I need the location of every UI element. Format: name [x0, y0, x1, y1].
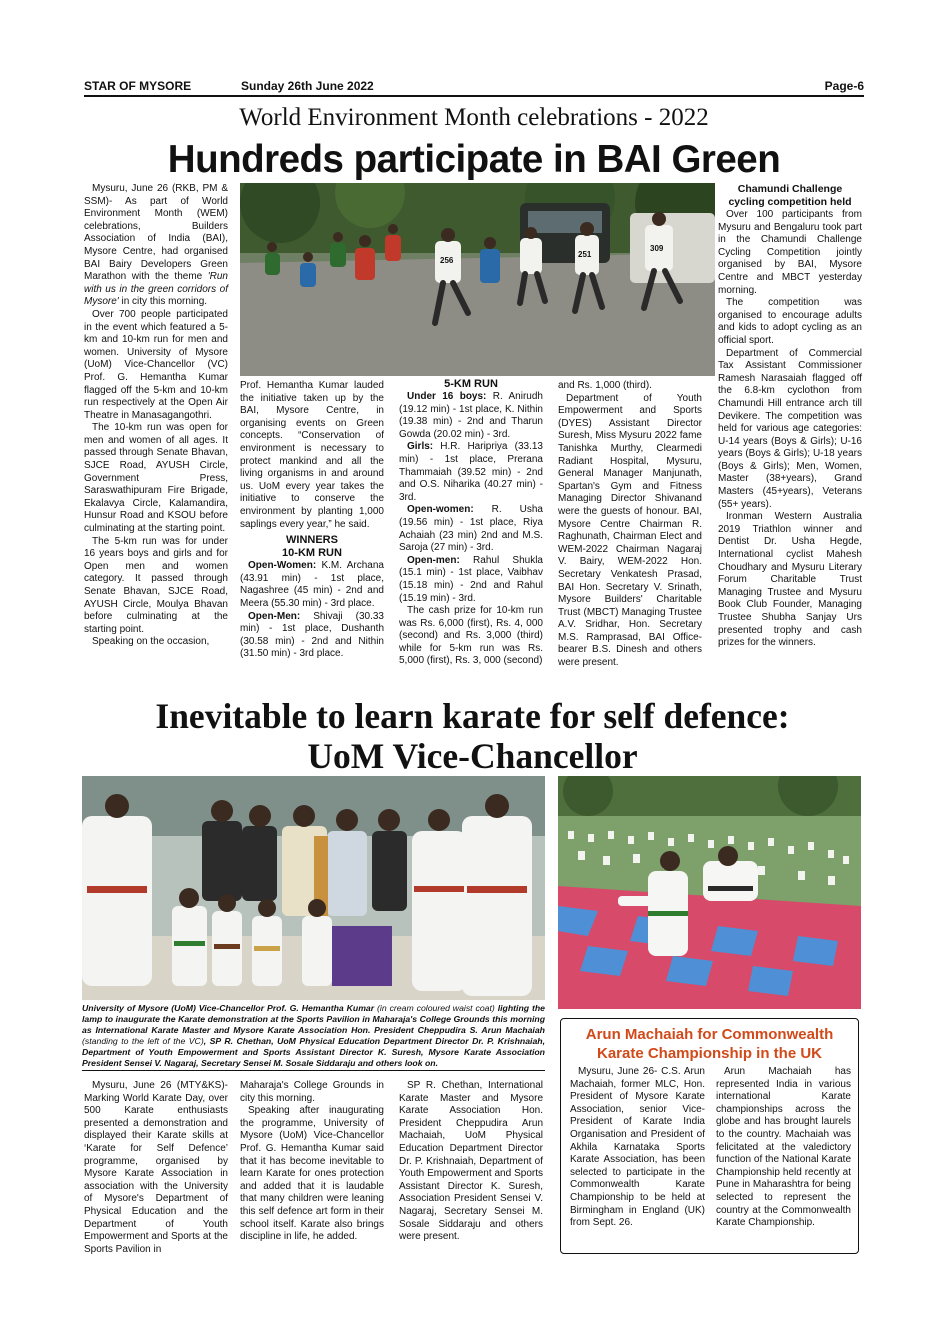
box-para: Arun Machaiah has represented India in various international Karate championships across the globe and has brought laurels to the country. Machaiah was felicitated at the valedictory function of the National Karate Championship held recently at Pune in Maharashtra for being selected to represent the country at the Commonwealth Karate Championship. — [716, 1066, 851, 1229]
story1-para: Over 700 people participated in the event which featured a 5-km and 10-km run for men and women. University of Mysore (UoM) Vice-Chancellor (VC) Prof. G. Hemantha Kumar flagged off the 5-km and 10-km run respectively at the Open Air Theatre in Manasagangothri. — [84, 308, 228, 421]
prize-info: The cash prize for 10-km run was Rs. 6,000 (first), Rs. 4, 000 (second) and Rs. 3,000 (third) while for 5-km run was Rs. 5,000 (first), Rs. 3, 000 (second) — [399, 605, 543, 667]
winners-heading: WINNERS — [286, 534, 338, 547]
result-label: Open-Women: — [248, 560, 317, 572]
caption-part: (standing to the left of the VC) — [82, 1036, 204, 1046]
caption-part: lighting the lamp to inaugurate the Karate demonstration at the Sports Pavilion in Maharaja's College Grounds this morning as International Karate Master and Mysore Karate Association Hon. President Cheppudira S. Arun Machaiah — [82, 1003, 545, 1035]
caption-part: (in cream coloured waist coat) — [377, 1003, 495, 1013]
result-text: R. Usha (19.56 min) - 1st place, Riya Achaiah (23 min) 2nd and M.S. Saroja (27 min) - 3rd. — [399, 504, 543, 554]
story1-column-2 — [240, 380, 384, 661]
story1-theme: 'Run with us in the green corridors of Mysore' — [84, 271, 228, 308]
sidebar-title: cycling competition held — [728, 196, 852, 208]
result-text: Rahul Shukla (15.1 min) - 1st place, Vaibhav (15.18 min) - 2nd and Rahul (15.19 min) - 3rd. — [399, 554, 543, 604]
result-text: H.R. Haripriya (33.13 min) - 1st place, Prerana Thammaiah (39.52 min) - 2nd and O.S. Niharika (40.27 min) - 3rd. — [399, 441, 543, 503]
story2-column-1 — [84, 1080, 228, 1256]
commonwealth-box — [560, 1018, 859, 1254]
story2-para: SP R. Chethan, International Karate Master and Mysore Karate Association Hon. President Cheppudira Arun Machaiah, UoM Physical Education Department Director Dr. P. Krishnaiah, Department of Youth Empowerment and Sports Assistant Director K. Suresh, Association President Sensei V. Nagaraj, Secretary Sensei M. Sosale Siddaraju and others were present. — [399, 1080, 543, 1243]
issue-date: Sunday 26th June 2022 — [241, 79, 374, 93]
paper-name: STAR OF MYSORE — [84, 79, 192, 93]
story2-column-2 — [240, 1080, 384, 1244]
story1-para: and Rs. 1,000 (third). — [558, 380, 652, 391]
sidebar-para: Department of Commercial Tax Assistant Commissioner Ramesh Narasaiah flagged off the 6.8-km cyclothon from Chamundi Hill entrance arch till Devikere. The competition was held for various age categories: U-14 years (Boys & Girls); U-16 years (Boys & Girls); U-18 years (Boys & Girls); Men, Women, Master (38+years), Grand Masters (45+years), Veterans (55+ years). — [718, 347, 862, 510]
sidebar-title: Chamundi Challenge — [737, 183, 843, 195]
story1-para: The 5-km run was for under 16 years boys and girls and for Open men and women category. It passed through Senate Bhavan, SJCE Road, AYUSH Circle, Moulya Bhavan before culminating at the starting point. — [84, 535, 228, 635]
result-label: Open-women: — [407, 504, 474, 516]
caption-part: University of Mysore (UoM) Vice-Chancellor Prof. G. Hemantha Kumar — [82, 1003, 378, 1013]
bib-number: 251 — [578, 250, 592, 259]
story1-vc-quote: Prof. Hemantha Kumar lauded the initiative taken up by the BAI, Mysore Centre, in organising events on Green concepts. “Conservation of environment is necessary to protect mankind and all the living organisms in and around us. UoM every year takes the initiative to conserve the environment by planting 1,000 saplings every year,” he said. — [240, 380, 384, 530]
page-number: Page-6 — [824, 79, 864, 93]
sidebar-para: The competition was organised to encourage adults and kids to adopt cycling as an official sport. — [718, 297, 862, 346]
bib-number: 256 — [440, 256, 454, 265]
box-para: Mysuru, June 26- C.S. Arun Machaiah, former MLC, Hon. President of Mysore Karate Association, senior Vice-President of Karate India Organisation and President of Akhila Karnataka Sports Karate Association, has been selected to participate in the Commonwealth Karate Championship to be held at Birmingham in England (UK) from Sept. 26. — [570, 1066, 705, 1229]
result-label: Open-men: — [407, 554, 460, 566]
story2-para: Maharaja's College Grounds in city this morning. — [240, 1080, 384, 1104]
masthead — [84, 77, 864, 97]
story1-lede: Mysuru, June 26 (RKB, PM & SSM)- As part of World Environment Month (WEM) celebrations, Builders Association of India (BAI), Mysore Centre, had organised BAI Bairy Developers Green Marathon with the theme — [84, 183, 228, 283]
result-label: Open-Men: — [248, 610, 301, 622]
karate-inauguration-photo — [82, 776, 545, 1000]
story1-para: Department of Youth Empowerment and Sports (DYES) Assistant Director Suresh, Miss Mysuru 2022 fame Tanishka Murthy, Clearmedi Radiant Hospital, Mysuru, General Manager Manjunath, Spartan's Gym and Fitness Managing Director Shivanand were the guests of honour. BAI, Mysore Centre Chairman R. Raghunath, Chairman Elect and WEM-2022 Chairman Nagaraj V. Bairy, WEM-2022 Hon. Secretary Venkatesh Prasad, BAI Hon. Secretary V. Srinath, Mysore Builders' Charitable Trust (MBCT) Managing Trustee A.V. Sridhar, Hon. Secretary M.S. Ramprasad, BAI Office-bearer B.S. Dinesh and others were present. — [558, 392, 702, 669]
karate-demonstration-graphic — [558, 776, 861, 1009]
box-title-line1: Arun Machaiah for Commonwealth — [585, 1026, 834, 1043]
box-title — [561, 1025, 858, 1063]
karate-photo-caption — [82, 1003, 545, 1071]
marathon-photo-graphic — [240, 183, 715, 376]
result-text: Shivaji (30.33 min) - 1st place, Dushanth (30.58 min) - 2nd and Nithin (31.50 min) - 3rd place. — [240, 610, 384, 660]
marathon-photo — [240, 183, 715, 376]
karate-inauguration-graphic — [82, 776, 545, 1000]
sidebar-para: Ironman Western Australia 2019 Triathlon winner and Dentist Dr. Usha Hegde, International cyclist Mahesh Choudhary and Mysuru Literary Forum Charitable Trust Managing Trustee and Mysuru Book Club Founder, Managing Trustee Shubha Sanjay Urs presented trophy and cash prizes for the winners. — [718, 511, 862, 649]
result-label: Girls: — [407, 441, 434, 453]
story1-para: Speaking on the occasion, — [92, 636, 210, 648]
result-label: Under 16 boys: — [407, 391, 487, 402]
story2-column-3 — [399, 1080, 543, 1244]
box-title-line2: Karate Championship in the UK — [596, 1045, 823, 1062]
caption-part: , SP R. Chethan, UoM Physical Education Department Director Dr. P. Krishnaiah, Department of Youth Empowerment and Sports Assistant Director K. Suresh, Mysore Karate Association President Sensei V. Nagaraj, Secretary Sensei M. Sosale Siddaraju and others look on. — [82, 1036, 545, 1068]
story2-para: Speaking after inaugurating the programme, University of Mysore (UoM) Vice-Chancellor Prof. G. Hemantha Kumar said that it has become inevitable to learn Karate for ones protection and added that it is laudable that many children were leaning this self defence art form in their school itself. Karate also brings discipline in life, he added. — [240, 1105, 384, 1243]
story2-headline — [70, 696, 875, 776]
story2-para: Mysuru, June 26 (MTY&KS)- Marking World Karate Day, over 500 Karate enthusiasts presented a demonstration and displayed their Karate skills at ‘Karate for Self Defence’ programme, organised by Mysore Karate Association in association with the University of Mysore's Department of Physical Education and the Department of Youth Empowerment and Sports at the Sports Pavilion in — [84, 1080, 228, 1255]
story1-para: The 10-km run was open for men and women of all ages. It passed through Senate Bhavan, SJCE Road, AYUSH Circle, Government Press, Saraswathipuram Fire Brigade, Ekalavya Circle, Kalamandira, Hunsur Road and KSOU before culminating at the starting point. — [84, 422, 228, 535]
story1-column-4 — [558, 380, 702, 670]
run10-heading: 10-KM RUN — [282, 547, 342, 560]
story2-headline-line1: Inevitable to learn karate for self defence: — [155, 696, 790, 736]
story2-headline-line2: UoM Vice-Chancellor — [307, 736, 638, 776]
story1-column-3 — [399, 378, 543, 668]
story1-lede-end: in city this morning. — [118, 296, 208, 308]
result-text: K.M. Archana (43.91 min) - 1st place, Nagashree (45 min) - 2nd and Meera (55.30 min) - 3rd place. — [240, 560, 384, 609]
box-column-2 — [716, 1066, 851, 1230]
story1-column-1 — [84, 183, 228, 649]
story1-kicker: World Environment Month celebrations - 2022 — [239, 104, 709, 131]
karate-demonstration-photo — [558, 776, 861, 1009]
sidebar-para: Over 100 participants from Mysuru and Bengaluru took part in the Chamundi Challenge Cycling Competition jointly organised by BAI, Mysore Centre and MBCT yesterday morning. — [718, 209, 862, 296]
run5-heading: 5-KM RUN — [444, 378, 498, 390]
cycling-sidebar — [718, 183, 862, 650]
result-text: R. Anirudh (19.12 min) - 1st place, K. Nithin (19.38 min) - 2nd and Tharun Gowda (20.02 min) - 3rd. — [399, 391, 543, 440]
box-column-1 — [570, 1066, 705, 1230]
story1-headline: Hundreds participate in BAI Green — [167, 138, 781, 181]
bib-number: 309 — [650, 244, 664, 253]
